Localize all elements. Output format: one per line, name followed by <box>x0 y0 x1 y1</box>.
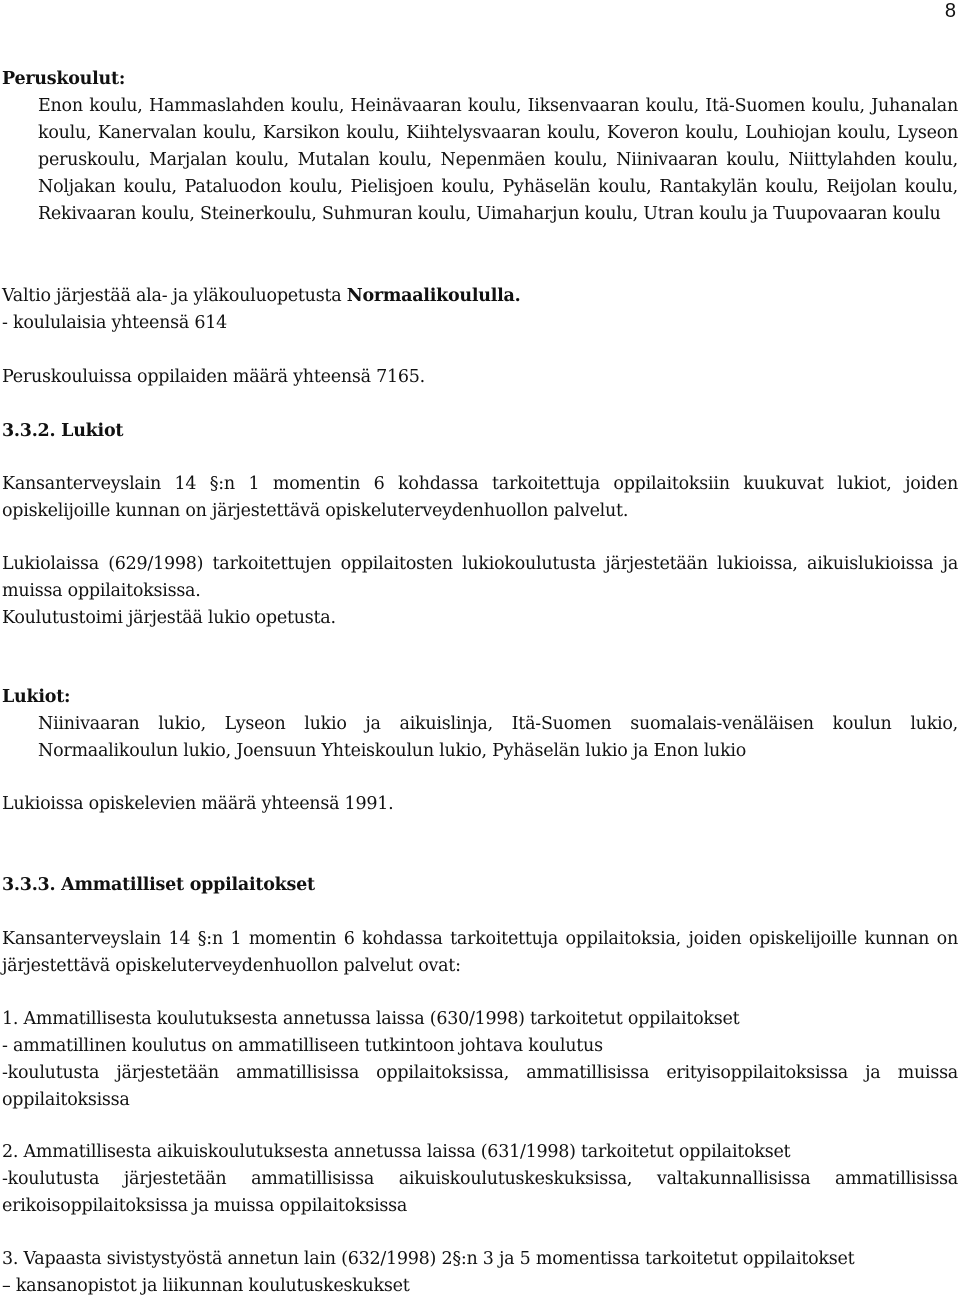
lukiot-paragraph-3: Koulutustoimi järjestää lukio opetusta. <box>2 608 336 628</box>
lukiot-list-section <box>2 684 958 765</box>
ammatilliset-item-3 <box>2 1246 958 1300</box>
ammatilliset-item-2 <box>2 1139 958 1220</box>
ammatilliset-intro: Kansanterveyslain 14 §:n 1 momentin 6 kohdassa tarkoitettuja oppilaitoksia, joiden opiskelijoille kunnan on järjestettävä opiskeluterveydenhuollon palvelut ovat: <box>2 929 958 976</box>
item-1-line-2: -koulutusta järjestetään ammatillisissa oppilaitoksissa, ammatillisissa erityisoppilaitoksissa ja muissa oppilaitoksissa <box>2 1063 958 1110</box>
lukiot-total: Lukioissa opiskelevien määrä yhteensä 1991. <box>2 794 394 814</box>
lukiot-paragraph-2: Lukiolaissa (629/1998) tarkoitettujen oppilaitosten lukiokoulutusta järjestetään lukioissa, aikuislukioissa ja muissa oppilaitoksissa. <box>2 554 958 601</box>
ammatilliset-section-heading: 3.3.3. Ammatilliset oppilaitokset <box>2 875 315 895</box>
peruskoulut-list: Enon koulu, Hammaslahden koulu, Heinävaaran koulu, Iiksenvaaran koulu, Itä-Suomen koulu, Juhanalan koulu, Kanervalan koulu, Karsikon koulu, Kiihtelysvaaran koulu, Koveron koulu, Louhiojan koulu, Lyseon peruskoulu, Marjalan koulu, Mutalan koulu, Nepenmäen koulu, Niinivaaran koulu, Niittylahden koulu, Noljakan koulu, Pataluodon koulu, Pielisjoen koulu, Pyhäselän koulu, Rantakylän koulu, Reijolan koulu, Rekivaaran koulu, Steinerkoulu, Suhmuran koulu, Uimaharjun koulu, Utran koulu ja Tuupovaaran koulu <box>38 96 958 224</box>
peruskoulut-heading: Peruskoulut: <box>2 69 126 89</box>
lukiot-section-heading: 3.3.2. Lukiot <box>2 421 124 441</box>
item-3-line-1: – kansanopistot ja liikunnan koulutuskeskukset <box>2 1276 410 1296</box>
lukiot-list: Niinivaaran lukio, Lyseon lukio ja aikuislinja, Itä-Suomen suomalais-venäläisen koulun lukio, Normaalikoulun lukio, Joensuun Yhteiskoulun lukio, Pyhäselän lukio ja Enon lukio <box>38 714 958 761</box>
valtio-text: Valtio järjestää ala- ja yläkouluopetusta <box>2 286 347 306</box>
item-2-line-1: -koulutusta järjestetään ammatillisissa aikuiskoulutuskeskuksissa, valtakunnallisissa ammatillisissa erikoisoppilaitoksissa ja muissa oppilaitoksissa <box>2 1169 958 1216</box>
peruskoulut-section <box>2 66 958 228</box>
koululaisia-line: - koululaisia yhteensä 614 <box>2 313 228 333</box>
lukiot-paragraph-1: Kansanterveyslain 14 §:n 1 momentin 6 kohdassa tarkoitettuja oppilaitoksiin kuukuvat lukiot, joiden opiskelijoille kunnan on järjestettävä opiskeluterveydenhuollon palvelut. <box>2 474 958 521</box>
normaalikoulu-name: Normaalikoululla. <box>346 286 521 306</box>
lukiot-paragraph-2-block <box>2 551 958 632</box>
valtio-paragraph <box>2 283 958 337</box>
item-3-title: 3. Vapaasta sivistystyöstä annetun lain (632/1998) 2§:n 3 ja 5 momentissa tarkoitetut oppilaitokset <box>2 1249 855 1269</box>
item-1-line-1: - ammatillinen koulutus on ammatilliseen tutkintoon johtava koulutus <box>2 1036 603 1056</box>
item-2-title: 2. Ammatillisesta aikuiskoulutuksesta annetussa laissa (631/1998) tarkoitetut oppilaitokset <box>2 1142 791 1162</box>
peruskoulut-total: Peruskouluissa oppilaiden määrä yhteensä 7165. <box>2 367 425 387</box>
page-number: 8 <box>944 0 956 22</box>
lukiot-list-heading: Lukiot: <box>2 687 71 707</box>
item-1-title: 1. Ammatillisesta koulutuksesta annetussa laissa (630/1998) tarkoitetut oppilaitokset <box>2 1009 740 1029</box>
ammatilliset-item-1 <box>2 1006 958 1114</box>
